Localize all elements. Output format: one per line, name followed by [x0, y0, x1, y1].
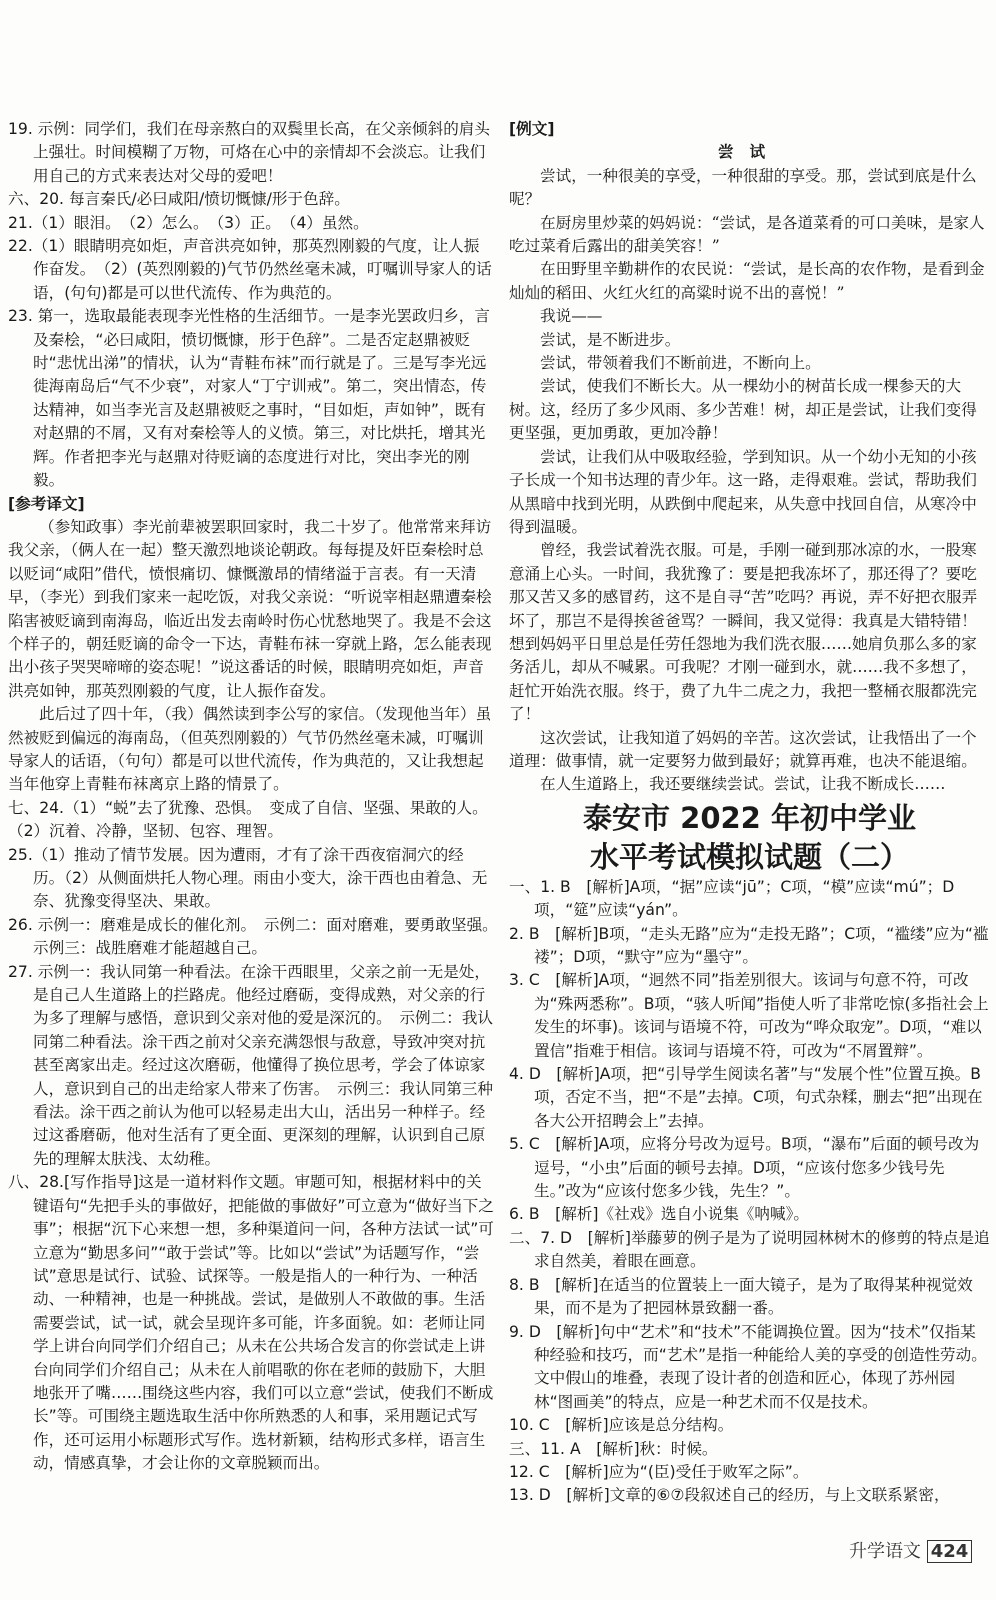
essay-paragraph: 在人生道路上，我还要继续尝试。尝试，让我不断成长……	[540, 775, 946, 794]
essay-paragraph: 尝试，让我们从中吸取经验，学到知识。从一个幼小无知的小孩子长成一个知书达理的青少年。这一路，走得艰难。尝试，帮助我们从黑暗中找到光明，从跌倒中爬起来，从失意中找回自信，从寒冷中得到温暖。	[509, 447, 977, 536]
translation-text	[8, 516, 494, 797]
page-footer	[849, 1541, 972, 1563]
exam-title-line1: 泰安市 2022 年初中学业	[583, 800, 916, 835]
essay-paragraph: 在厨房里炒菜的妈妈说：“尝试，是各道菜肴的可口美味，是家人吃过菜肴后露出的甜美笑容！”	[509, 213, 985, 256]
example-essay-label: [例文]	[509, 120, 555, 138]
essay-paragraph: 尝试，是不断进步。	[540, 330, 681, 349]
answer-item: 10. C [解析]应该是总分结构。	[509, 1416, 734, 1435]
essay-title: 尝试	[717, 143, 782, 162]
answer-item: 二、7. D [解析]举藤萝的例子是为了说明园林树木的修剪的特点是追求自然美，着眼在画意。	[509, 1228, 990, 1271]
translation-paragraph: 此后过了四十年，（我）偶然读到李公写的家信。（发现他当年）虽然被贬到偏远的海南岛，（但英烈刚毅的）气节仍然丝毫未减，叮嘱训导家人的话语，（句句）都是可以世代流传，作为典范的，又让我想起当年他穿上青鞋布袜离京上路的情景了。	[8, 705, 492, 794]
essay-paragraph: 尝试，一种很美的享受，一种很甜的享受。那，尝试到底是什么呢？	[509, 166, 977, 209]
answer-item: 七、24.（1）“蜕”去了犹豫、恐惧。 变成了自信、坚强、果敢的人。	[8, 798, 488, 817]
answer-item: 八、28.[写作指导]这是一道材料作文题。审题可知，根据材料中的关键语句“先把手头的事做好，把能做的事做好”可立意为“做好当下之事”；根据“沉下心来想一想，多种渠道问一问，各种方法试一试”可立意为“勤思多问”“敢于尝试”等。比如以“尝试”为话题写作，“尝试”意思是试行、试验、试探等。一般是指人的一种行为、一种活动、一种精神，也是一种挑战。尝试，是做别人不敢做的事。生活需要尝试，试一试，就会呈现许多可能，许多面貌。如：老师让同学上讲台向同学们介绍自己；从未在公共场合发言的你尝试走上讲台向同学们介绍自己；从未在人前唱歌的你在老师的鼓励下，大胆地张开了嘴……围绕这些内容，我们可以立意“尝试，使我们不断成长”等。可围绕主题选取生活中你所熟悉的人和事，采用题记式写作，还可运用小标题形式写作。选材新颖，结构形式多样，语言生动，情感真挚，才会让你的文章脱颖而出。	[8, 1173, 494, 1473]
essay-body	[509, 165, 990, 797]
answer-item: 22.（1）眼睛明亮如炬，声音洪亮如钟，那英烈刚毅的气度，让人振作奋发。 （2）(英烈刚毅的)气节仍然丝毫未减，叮嘱训导家人的话语，(句句)都是可以世代流传、作为典范的。	[8, 237, 492, 302]
answer-item: 21.（1）眼泪。 （2）怎么。 （3）正。 （4）虽然。	[8, 213, 369, 232]
answer-item: 13. D [解析]文章的⑥⑦段叙述自己的经历，与上文联系紧密，	[509, 1486, 950, 1505]
answer-item: 23. 第一，选取最能表现李光性格的生活细节。一是李光罢政归乡，言及秦桧，“必曰咸阳，愤切慨慷，形于色辞”。二是否定赵鼎被贬时“悲忧出涕”的情状，认为“青鞋布袜”而行就是了。三是写李光远徙海南岛后“气不少衰”，对家人“丁宁训戒”。第二，突出情态，传达精神，如当李光言及赵鼎被贬之事时，“目如炬，声如钟”，既有对赵鼎的不屑，又有对秦桧等人的义愤。第三，对比烘托，增其光辉。作者把李光与赵鼎对待贬谪的态度进行对比，突出李光的刚毅。	[8, 307, 490, 490]
essay-paragraph: 这次尝试，让我知道了妈妈的辛苦。这次尝试，让我悟出了一个道理：做事情，就一定要努力做到最好；就算再难，也决不能退缩。	[509, 728, 977, 770]
answer-list-part3	[509, 876, 990, 1508]
left-column	[8, 118, 506, 1476]
answer-item: （2）沉着、冷静，坚韧、包容、理智。	[8, 822, 284, 841]
answer-item: 2. B [解析]B项，“走头无路”应为“走投无路”；C项，“褴缕”应为“褴褛”；D项，“默守”应为“墨守”。	[509, 924, 989, 966]
essay-paragraph: 在田野里辛勤耕作的农民说：“尝试，是长高的农作物，是看到金灿灿的稻田、火红火红的高粱时说不出的喜悦！”	[509, 260, 985, 302]
essay-paragraph: 我说——	[540, 307, 603, 326]
essay-paragraph: 曾经，我尝试着洗衣服。可是，手刚一碰到那冰凉的水，一股寒意涌上心头。一时间，我犹豫了：要是把我冻坏了，那还得了？要吃那又苦又多的感冒药，这不是自寻“苦”吃吗？再说，弄不好把衣服弄坏了，那岂不是得挨爸爸骂？一瞬间，我又觉得：我真是大错特错！想到妈妈平日里总是任劳任怨地为我们洗衣服……她肩负那么多的家务活儿，却从不喊累。可我呢？才刚一碰到水，就……我不多想了，赶忙开始洗衣服。终于，费了九牛二虎之力，我把一整桶衣服都洗完了！	[509, 541, 978, 724]
answer-item: 9. D [解析]句中“艺术”和“技术”不能调换位置。因为“技术”仅指某种经验和技巧，而“艺术”是指一种能给人美的享受的创造性劳动。文中假山的堆叠，表现了设计者的创造和匠心，体现了苏州园林“图画美”的特点，应是一种艺术而不仅是技术。	[509, 1322, 987, 1411]
answer-item: 8. B [解析]在适当的位置装上一面大镜子，是为了取得某种视觉效果，而不是为了把园林景致翻一番。	[509, 1275, 973, 1318]
answer-item: 25.（1）推动了情节发展。因为遭雨，才有了涂干西夜宿洞穴的经历。（2）从侧面烘托人物心理。雨由小变大，涂干西也由着急、无奈、犹豫变得坚决、果敢。	[8, 845, 488, 911]
answer-item: 5. C [解析]A项，应将分号改为逗号。B项，“瀑布”后面的顿号改为逗号，“小虫”后面的顿号去掉。D项，“应该付您多少钱号先生。”改为“应该付您多少钱，先生？”。	[509, 1135, 980, 1201]
page-number: 424	[927, 1540, 973, 1563]
answer-item: 一、1. B [解析]A项，“据”应读“jū”；C项，“模”应读“mú”；D项，“筵”应读“yán”。	[509, 877, 955, 920]
answer-item: 4. D [解析]A项，把“引导学生阅读名著”与“发展个性”位置互换。B项，否定不当，把“不是”去掉。C项，句式杂糅，删去“把”出现在各大公开招聘会上”去掉。	[509, 1065, 983, 1130]
answer-item: 3. C [解析]A项，“迥然不同”指差别很大。该词与句意不符，可改为“殊两悉称”。B项，“骇人听闻”指使人听了非常吃惊(多指社会上发生的坏事)。该词与语境不符，可改为“哗众取宠”。D项，“难以置信”指难于相信。该词与语境不符，可改为“不屑置辩”。	[509, 971, 989, 1060]
answer-item: 六、20. 每言秦氏/必曰咸阳/愤切慨慷/形于色辞。	[8, 190, 350, 209]
essay-paragraph: 尝试，带领着我们不断前进，不断向上。	[540, 354, 821, 373]
answer-list-part2	[8, 797, 506, 1476]
translation-label: [参考译文]	[8, 494, 85, 513]
answer-item: 三、11. A [解析]秋：时候。	[509, 1439, 718, 1458]
translation-paragraph: （参知政事）李光前辈被罢职回家时，我二十岁了。他常常来拜访我父亲，（俩人在一起）整天激烈地谈论朝政。每每提及奸臣秦桧时总以贬词“咸阳”借代，愤恨痛切、慷慨激昂的情绪溢于言表。有一天清早，（李光）到我们家来一起吃饭，对我父亲说：“听说宰相赵鼎遭秦桧陷害被贬谪到南海岛，临近出发去南岭时伤心忧愁地哭了。我是不会这个样子的，朝廷贬谪的命令一下达，青鞋布袜一穿就上路，怎么能表现出小孩子哭哭啼啼的姿态呢！”说这番话的时候，眼睛明亮如炬，声音洪亮如钟，那英烈刚毅的气度，让人振作奋发。	[8, 517, 492, 700]
answer-item: 26. 示例一：磨难是成长的催化剂。 示例二：面对磨难，要勇敢坚强。 示例三：战胜磨难才能超越自己。	[8, 915, 506, 958]
answer-item: 19. 示例：同学们，我们在母亲熬白的双鬓里长高，在父亲倾斜的肩头上强壮。时间模糊了万物，可烙在心中的亲情却不会淡忘。让我们用自己的方式来表达对父母的爱吧！	[8, 120, 490, 185]
essay-paragraph: 尝试，使我们不断长大。从一棵幼小的树苗长成一棵参天的大树。这，经历了多少风雨、多少苦难！树，却正是尝试，让我们变得更坚强，更加勇敢，更加冷静！	[509, 377, 977, 443]
answer-item: 27. 示例一：我认同第一种看法。在涂干西眼里，父亲之前一无是处，是自己人生道路上的拦路虎。他经过磨砺，变得成熟，对父亲的行为多了理解与感悟，意识到父亲对他的爱是深沉的。 示例二：我认同第二种看法。涂干西之前对父亲充满怨恨与敌意，导致冲突对抗甚至离家出走。经过这次磨砺，他懂得了换位思考，学会了体谅家人，意识到自己的出走给家人带来了伤害。 示例三：我认同第三种看法。涂干西之前认为他可以轻易走出大山，活出另一种样子。经过这番磨砺，他对生活有了更全面、更深刻的理解，认识到自己原先的理解太肤浅、太幼稚。	[8, 962, 494, 1168]
right-column	[509, 118, 990, 1508]
answer-item: 12. C [解析]应为“(臣)受任于败军之际”。	[509, 1462, 809, 1481]
exam-title-line2: 水平考试模拟试题（二）	[589, 839, 909, 874]
answer-list-part1	[8, 118, 494, 493]
answer-item: 6. B [解析]《社戏》选自小说集《呐喊》。	[509, 1205, 809, 1224]
book-label: 升学语文	[849, 1541, 921, 1562]
